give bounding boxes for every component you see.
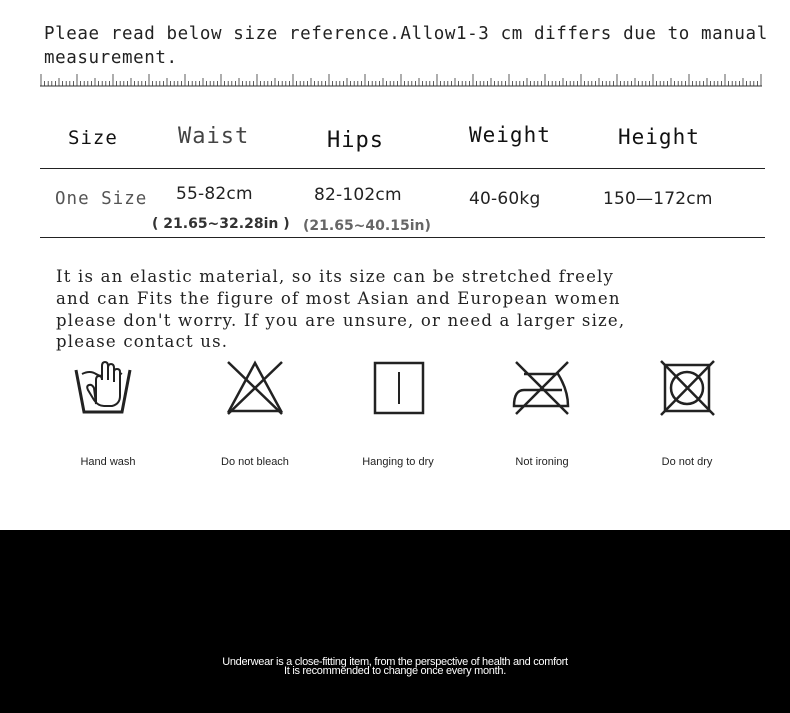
cell-hips-in: (21.65~40.15in) xyxy=(303,218,431,234)
header-hips: Hips xyxy=(327,128,384,153)
size-note-line-1: Pleae read below size reference.Allow1-3 cm differs due to manual xyxy=(44,24,768,44)
table-header-divider xyxy=(40,168,765,169)
footer-line-1: Underwear is a close-fitting item, from the perspective of health and comfort xyxy=(222,656,568,668)
cell-hips-cm: 82-102cm xyxy=(314,185,402,205)
cell-size-one-size: One Size xyxy=(55,189,148,209)
care-label-do-not-bleach: Do not bleach xyxy=(221,456,289,468)
cell-height: 150—172cm xyxy=(603,189,713,209)
hang-dry-icon xyxy=(372,360,430,416)
do-not-tumble-dry-icon xyxy=(660,360,718,416)
size-note-line-2: measurement. xyxy=(44,48,178,68)
description-line-3: please don't worry. If you are unsure, or need a larger size, xyxy=(56,310,626,330)
header-height: Height xyxy=(618,125,700,149)
cell-weight: 40-60kg xyxy=(469,189,541,209)
size-note xyxy=(44,22,774,70)
care-label-hanging-to-dry: Hanging to dry xyxy=(362,456,434,468)
hand-wash-icon xyxy=(74,360,132,416)
header-size: Size xyxy=(68,127,118,149)
care-label-not-ironing: Not ironing xyxy=(515,456,569,468)
footer-line-2: It is recommended to change once every month. xyxy=(284,665,506,677)
footer-banner xyxy=(0,530,790,713)
header-waist: Waist xyxy=(178,124,250,149)
care-label-hand-wash: Hand wash xyxy=(80,456,136,468)
table-bottom-divider xyxy=(40,237,765,238)
no-ironing-icon xyxy=(512,360,570,416)
cell-waist-cm: 55-82cm xyxy=(176,184,253,204)
description-line-1: It is an elastic material, so its size can be stretched freely xyxy=(56,267,615,286)
header-weight: Weight xyxy=(469,123,551,147)
ruler-divider xyxy=(40,74,762,88)
cell-waist-in: ( 21.65~32.28in ) xyxy=(152,216,290,232)
description-line-4: please contact us. xyxy=(56,332,229,352)
do-not-bleach-icon xyxy=(226,360,284,416)
care-label-do-not-dry: Do not dry xyxy=(661,456,713,468)
description-line-2: and can Fits the figure of most Asian and European women xyxy=(56,288,621,308)
elastic-description xyxy=(56,266,756,353)
